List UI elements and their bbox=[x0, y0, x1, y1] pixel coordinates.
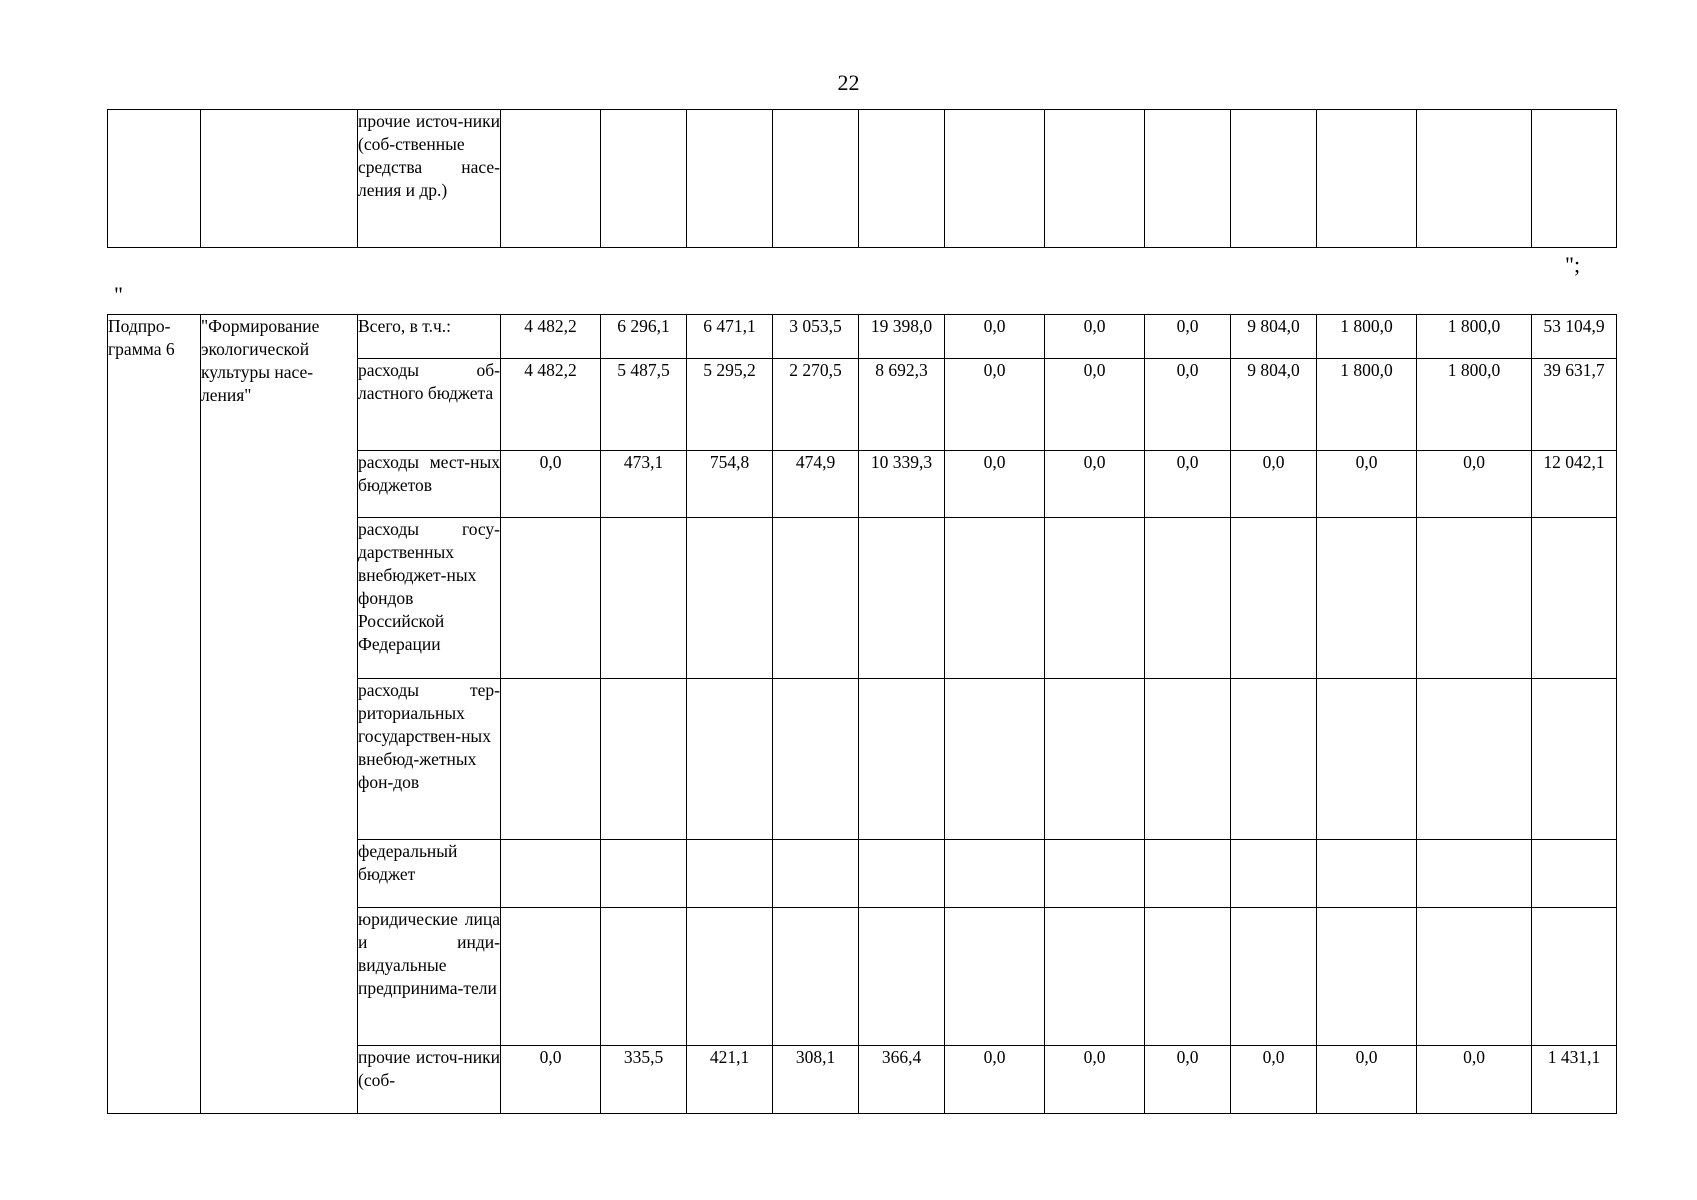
value-cell: 0,0 bbox=[1145, 451, 1231, 518]
funding-source-label: расходы тер-риториальных государствен-ных внебюд-жетных фон-дов bbox=[358, 679, 501, 840]
value-cell bbox=[1317, 110, 1417, 248]
funding-source-label: федеральный бюджет bbox=[358, 840, 501, 908]
value-cell: 0,0 bbox=[1417, 1046, 1532, 1114]
value-cell bbox=[1145, 908, 1231, 1046]
value-cell: 0,0 bbox=[501, 451, 601, 518]
funding-source-label: расходы об-ластного бюджета bbox=[358, 359, 501, 451]
value-cell bbox=[501, 518, 601, 679]
value-cell bbox=[501, 679, 601, 840]
value-cell: 2 270,5 bbox=[773, 359, 859, 451]
value-cell: 8 692,3 bbox=[859, 359, 945, 451]
value-cell: 53 104,9 bbox=[1532, 315, 1617, 359]
value-cell: 0,0 bbox=[1045, 1046, 1145, 1114]
value-cell bbox=[1417, 679, 1532, 840]
value-cell bbox=[1231, 840, 1317, 908]
value-cell bbox=[1417, 908, 1532, 1046]
value-cell bbox=[501, 908, 601, 1046]
value-cell: 0,0 bbox=[1417, 451, 1532, 518]
value-cell bbox=[945, 908, 1045, 1046]
value-cell bbox=[1231, 679, 1317, 840]
value-cell bbox=[773, 110, 859, 248]
value-cell bbox=[945, 110, 1045, 248]
value-cell bbox=[1417, 110, 1532, 248]
value-cell: 1 800,0 bbox=[1317, 315, 1417, 359]
value-cell bbox=[1231, 110, 1317, 248]
value-cell bbox=[1532, 518, 1617, 679]
value-cell: 0,0 bbox=[945, 359, 1045, 451]
value-cell: 754,8 bbox=[687, 451, 773, 518]
funding-source-label: расходы мест-ных бюджетов bbox=[358, 451, 501, 518]
value-cell bbox=[859, 110, 945, 248]
value-cell bbox=[1045, 110, 1145, 248]
value-cell: 5 295,2 bbox=[687, 359, 773, 451]
value-cell: 6 296,1 bbox=[601, 315, 687, 359]
closing-quote: "; bbox=[1565, 252, 1581, 277]
value-cell bbox=[859, 518, 945, 679]
value-cell bbox=[601, 110, 687, 248]
funding-source-label: расходы госу-дарственных внебюджет-ных фондов Российской Федерации bbox=[358, 518, 501, 679]
table-row bbox=[108, 315, 1617, 359]
value-cell bbox=[859, 679, 945, 840]
value-cell: 6 471,1 bbox=[687, 315, 773, 359]
value-cell bbox=[1532, 679, 1617, 840]
value-cell: 1 800,0 bbox=[1417, 315, 1532, 359]
value-cell: 0,0 bbox=[945, 451, 1045, 518]
value-cell bbox=[1317, 518, 1417, 679]
value-cell bbox=[1145, 110, 1231, 248]
value-cell bbox=[773, 679, 859, 840]
value-cell bbox=[1231, 908, 1317, 1046]
value-cell: 3 053,5 bbox=[773, 315, 859, 359]
value-cell: 474,9 bbox=[773, 451, 859, 518]
subprogram-name-cell bbox=[201, 110, 358, 248]
value-cell: 19 398,0 bbox=[859, 315, 945, 359]
value-cell bbox=[687, 518, 773, 679]
value-cell bbox=[687, 679, 773, 840]
subprogram-code-cell bbox=[108, 110, 201, 248]
value-cell bbox=[601, 908, 687, 1046]
value-cell: 0,0 bbox=[1317, 1046, 1417, 1114]
value-cell: 9 804,0 bbox=[1231, 359, 1317, 451]
opening-quote: " bbox=[114, 282, 123, 307]
value-cell: 366,4 bbox=[859, 1046, 945, 1114]
subprogram-code: Подпро-грамма 6 bbox=[108, 315, 201, 1114]
value-cell: 1 800,0 bbox=[1417, 359, 1532, 451]
funding-source-label: юридические лица и инди-видуальные предпринима-тели bbox=[358, 908, 501, 1046]
value-cell bbox=[1532, 840, 1617, 908]
funding-source-label: прочие источ-ники (соб- bbox=[358, 1046, 501, 1114]
value-cell bbox=[945, 679, 1045, 840]
value-cell bbox=[1317, 908, 1417, 1046]
value-cell: 4 482,2 bbox=[501, 315, 601, 359]
value-cell: 0,0 bbox=[1231, 451, 1317, 518]
value-cell bbox=[859, 908, 945, 1046]
value-cell: 1 800,0 bbox=[1317, 359, 1417, 451]
value-cell: 5 487,5 bbox=[601, 359, 687, 451]
value-cell bbox=[1145, 679, 1231, 840]
value-cell: 335,5 bbox=[601, 1046, 687, 1114]
value-cell bbox=[501, 840, 601, 908]
subprogram-name: "Формирование экологической культуры насе-ления" bbox=[201, 315, 358, 1114]
value-cell bbox=[1045, 908, 1145, 1046]
value-cell bbox=[859, 840, 945, 908]
value-cell bbox=[687, 110, 773, 248]
value-cell: 0,0 bbox=[945, 1046, 1045, 1114]
value-cell bbox=[773, 908, 859, 1046]
value-cell bbox=[1417, 518, 1532, 679]
value-cell: 308,1 bbox=[773, 1046, 859, 1114]
value-cell: 0,0 bbox=[1231, 1046, 1317, 1114]
value-cell bbox=[945, 840, 1045, 908]
value-cell bbox=[1417, 840, 1532, 908]
value-cell bbox=[1145, 518, 1231, 679]
value-cell bbox=[1145, 840, 1231, 908]
value-cell: 39 631,7 bbox=[1532, 359, 1617, 451]
value-cell bbox=[1317, 840, 1417, 908]
value-cell bbox=[601, 679, 687, 840]
value-cell bbox=[1532, 110, 1617, 248]
value-cell: 10 339,3 bbox=[859, 451, 945, 518]
value-cell: 1 431,1 bbox=[1532, 1046, 1617, 1114]
value-cell bbox=[1045, 840, 1145, 908]
value-cell: 0,0 bbox=[1145, 315, 1231, 359]
value-cell bbox=[773, 840, 859, 908]
subprogram-funding-table bbox=[107, 314, 1617, 1114]
value-cell: 0,0 bbox=[1145, 359, 1231, 451]
funding-source-label: прочие источ-ники (соб-ственные средства насе-ления и др.) bbox=[358, 110, 501, 248]
value-cell: 0,0 bbox=[945, 315, 1045, 359]
value-cell bbox=[945, 518, 1045, 679]
value-cell bbox=[1317, 679, 1417, 840]
value-cell: 0,0 bbox=[1145, 1046, 1231, 1114]
value-cell bbox=[1532, 908, 1617, 1046]
value-cell: 421,1 bbox=[687, 1046, 773, 1114]
value-cell: 12 042,1 bbox=[1532, 451, 1617, 518]
value-cell bbox=[687, 840, 773, 908]
value-cell: 0,0 bbox=[501, 1046, 601, 1114]
value-cell bbox=[601, 518, 687, 679]
funding-source-label: Всего, в т.ч.: bbox=[358, 315, 501, 359]
value-cell bbox=[1045, 679, 1145, 840]
value-cell: 473,1 bbox=[601, 451, 687, 518]
continued-table-fragment bbox=[107, 109, 1617, 248]
value-cell bbox=[1045, 518, 1145, 679]
value-cell: 4 482,2 bbox=[501, 359, 601, 451]
page-number: 22 bbox=[837, 70, 860, 95]
value-cell: 0,0 bbox=[1317, 451, 1417, 518]
value-cell bbox=[687, 908, 773, 1046]
value-cell: 0,0 bbox=[1045, 315, 1145, 359]
table-row bbox=[108, 110, 1617, 248]
value-cell: 9 804,0 bbox=[1231, 315, 1317, 359]
value-cell bbox=[601, 840, 687, 908]
value-cell: 0,0 bbox=[1045, 359, 1145, 451]
value-cell: 0,0 bbox=[1045, 451, 1145, 518]
value-cell bbox=[773, 518, 859, 679]
value-cell bbox=[501, 110, 601, 248]
value-cell bbox=[1231, 518, 1317, 679]
